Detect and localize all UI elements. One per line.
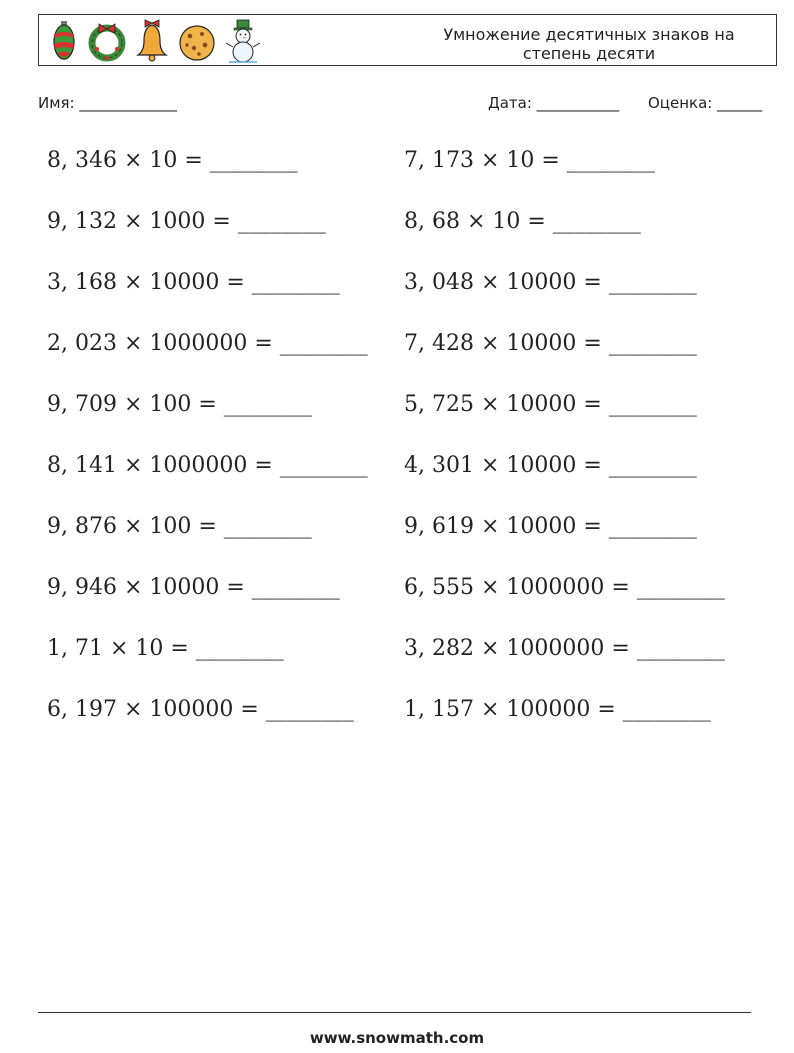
problem-right-2: 8, 68 × 10 = ________: [404, 209, 641, 234]
wreath-icon: [87, 19, 127, 63]
footer-divider: [38, 1012, 751, 1013]
problem-left-3: 3, 168 × 10000 = ________: [47, 270, 340, 295]
problem-right-1: 7, 173 × 10 = ________: [404, 148, 655, 173]
problem-right-9: 3, 282 × 1000000 = ________: [404, 636, 725, 661]
problem-left-6: 8, 141 × 1000000 = ________: [47, 453, 368, 478]
problem-right-8: 6, 555 × 1000000 = ________: [404, 575, 725, 600]
problem-right-4: 7, 428 × 10000 = ________: [404, 331, 697, 356]
bell-icon: [135, 19, 169, 63]
problem-left-10: 6, 197 × 100000 = ________: [47, 697, 354, 722]
footer-url[interactable]: www.snowmath.com: [309, 1029, 485, 1047]
ornament-icon: [49, 19, 79, 63]
problem-right-7: 9, 619 × 10000 = ________: [404, 514, 697, 539]
problem-left-8: 9, 946 × 10000 = ________: [47, 575, 340, 600]
grade-field[interactable]: Оценка: ______: [648, 94, 763, 112]
problem-right-3: 3, 048 × 10000 = ________: [404, 270, 697, 295]
worksheet-title: Умножение десятичных знаков на степень десяти: [443, 25, 735, 63]
problem-right-10: 1, 157 × 100000 = ________: [404, 697, 711, 722]
date-field[interactable]: Дата: ___________: [488, 94, 620, 112]
problem-left-5: 9, 709 × 100 = ________: [47, 392, 312, 417]
snowman-icon: [225, 19, 261, 63]
problem-left-2: 9, 132 × 1000 = ________: [47, 209, 326, 234]
problem-left-4: 2, 023 × 1000000 = ________: [47, 331, 368, 356]
problem-left-1: 8, 346 × 10 = ________: [47, 148, 298, 173]
problem-right-5: 5, 725 × 10000 = ________: [404, 392, 697, 417]
cookie-icon: [177, 19, 217, 63]
problem-left-7: 9, 876 × 100 = ________: [47, 514, 312, 539]
name-field[interactable]: Имя: _____________: [38, 94, 177, 112]
problem-right-6: 4, 301 × 10000 = ________: [404, 453, 697, 478]
header-icons: [49, 19, 261, 63]
problem-left-9: 1, 71 × 10 = ________: [47, 636, 284, 661]
worksheet-header: [38, 14, 777, 66]
